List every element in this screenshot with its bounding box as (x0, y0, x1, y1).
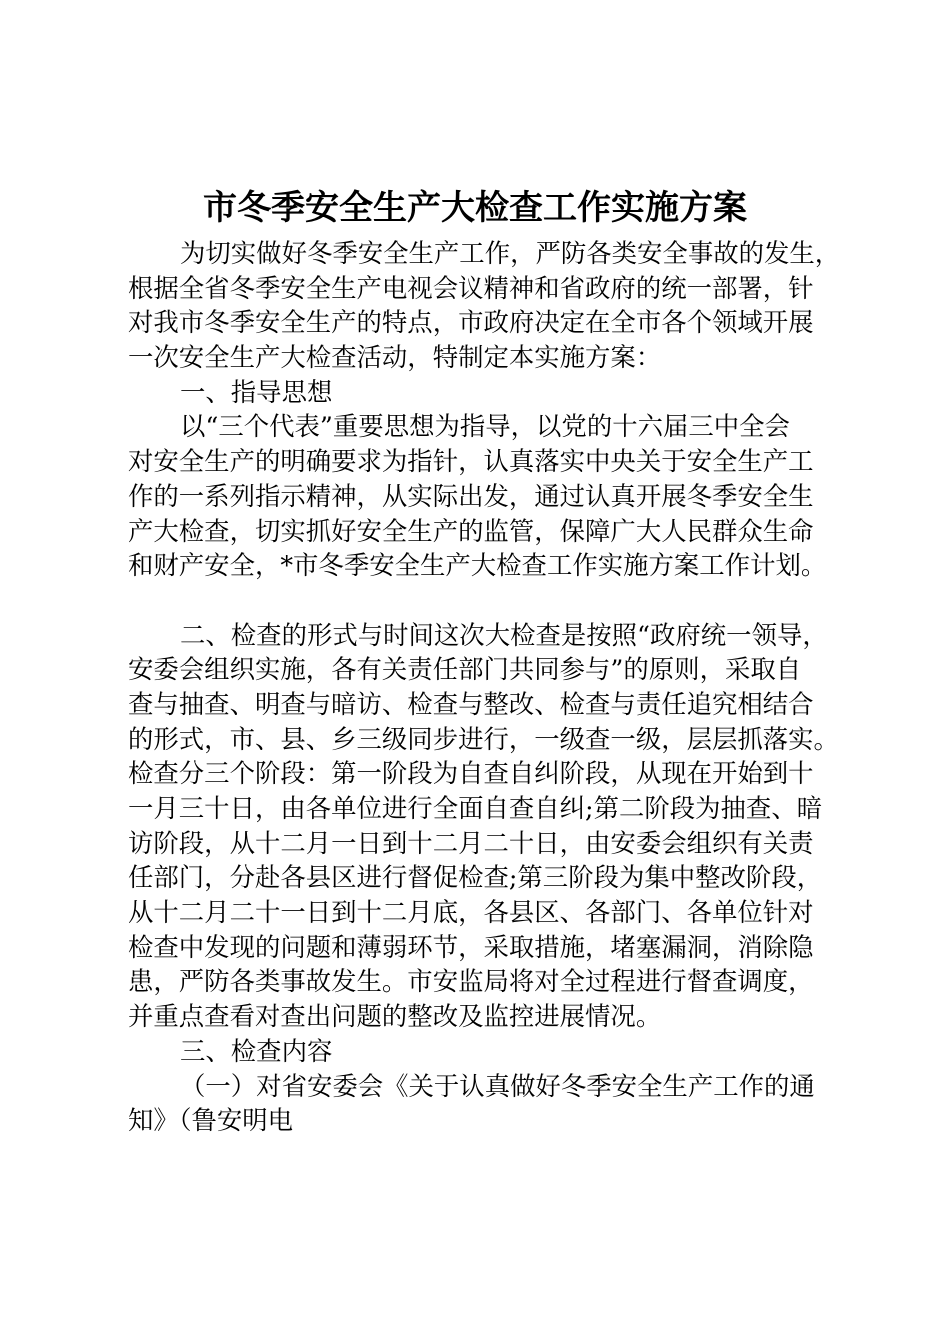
paragraph-line: 访阶段，从十二月一日到十二月二十日，由安委会组织有关责 (128, 827, 814, 858)
document-title: 市冬季安全生产大检查工作实施方案 (203, 188, 747, 228)
paragraph-line: （一）对省安委会《关于认真做好冬季安全生产工作的通 (180, 1070, 815, 1101)
paragraph-line: 作的一系列指示精神，从实际出发，通过认真开展冬季安全生 (128, 480, 814, 511)
section-heading: 二、检查的形式与时间这次大检查是按照“政府统一领导， (180, 619, 828, 650)
paragraph-line: 知》（鲁安明电 (128, 1105, 294, 1136)
paragraph-line: 任部门，分赴各县区进行督促检查;第三阶段为集中整改阶段， (128, 862, 823, 893)
paragraph-line: 对安全生产的明确要求为指针，认真落实中央关于安全生产工 (128, 446, 814, 477)
paragraph-line: 患，严防各类事故发生。市安监局将对全过程进行督查调度， (128, 966, 814, 997)
paragraph-line: 查与抽查、明查与暗访、检查与整改、检查与责任追究相结合 (128, 688, 814, 719)
section-heading: 一、指导思想 (180, 376, 333, 407)
paragraph-line: 从十二月二十一日到十二月底，各县区、各部门、各单位针对 (128, 897, 814, 928)
paragraph-line: 检查中发现的问题和薄弱环节，采取措施，堵塞漏洞，消除隐 (128, 931, 814, 962)
blank-line (128, 583, 833, 618)
paragraph-line: 根据全省冬季安全生产电视会议精神和省政府的统一部署，针 (128, 272, 814, 303)
paragraph-line: 对我市冬季安全生产的特点，市政府决定在全市各个领域开展 (128, 307, 814, 338)
paragraph-line: 并重点查看对查出问题的整改及监控进展情况。 (128, 1001, 662, 1032)
section-heading: 三、检查内容 (180, 1035, 333, 1066)
paragraph-line: 的形式，市、县、乡三级同步进行，一级查一级，层层抓落实。 (128, 723, 839, 754)
paragraph-line: 和财产安全，*市冬季安全生产大检查工作实施方案工作计划。 (128, 550, 827, 581)
paragraph-line: 产大检查，切实抓好安全生产的监管，保障广大人民群众生命 (128, 515, 814, 546)
paragraph-line: 一月三十日，由各单位进行全面自查自纠;第二阶段为抽查、暗 (128, 793, 823, 823)
paragraph-line: 以“三个代表”重要思想为指导，以党的十六届三中全会 (180, 411, 790, 442)
paragraph-line: 检查分三个阶段：第一阶段为自查自纠阶段，从现在开始到十 (128, 758, 814, 789)
document-body (128, 236, 841, 1138)
paragraph-line: 安委会组织实施，各有关责任部门共同参与”的原则，采取自 (128, 654, 802, 685)
paragraph-line: 一次安全生产大检查活动，特制定本实施方案： (128, 342, 662, 373)
paragraph-line: 为切实做好冬季安全生产工作，严防各类安全事故的发生， (180, 238, 841, 268)
